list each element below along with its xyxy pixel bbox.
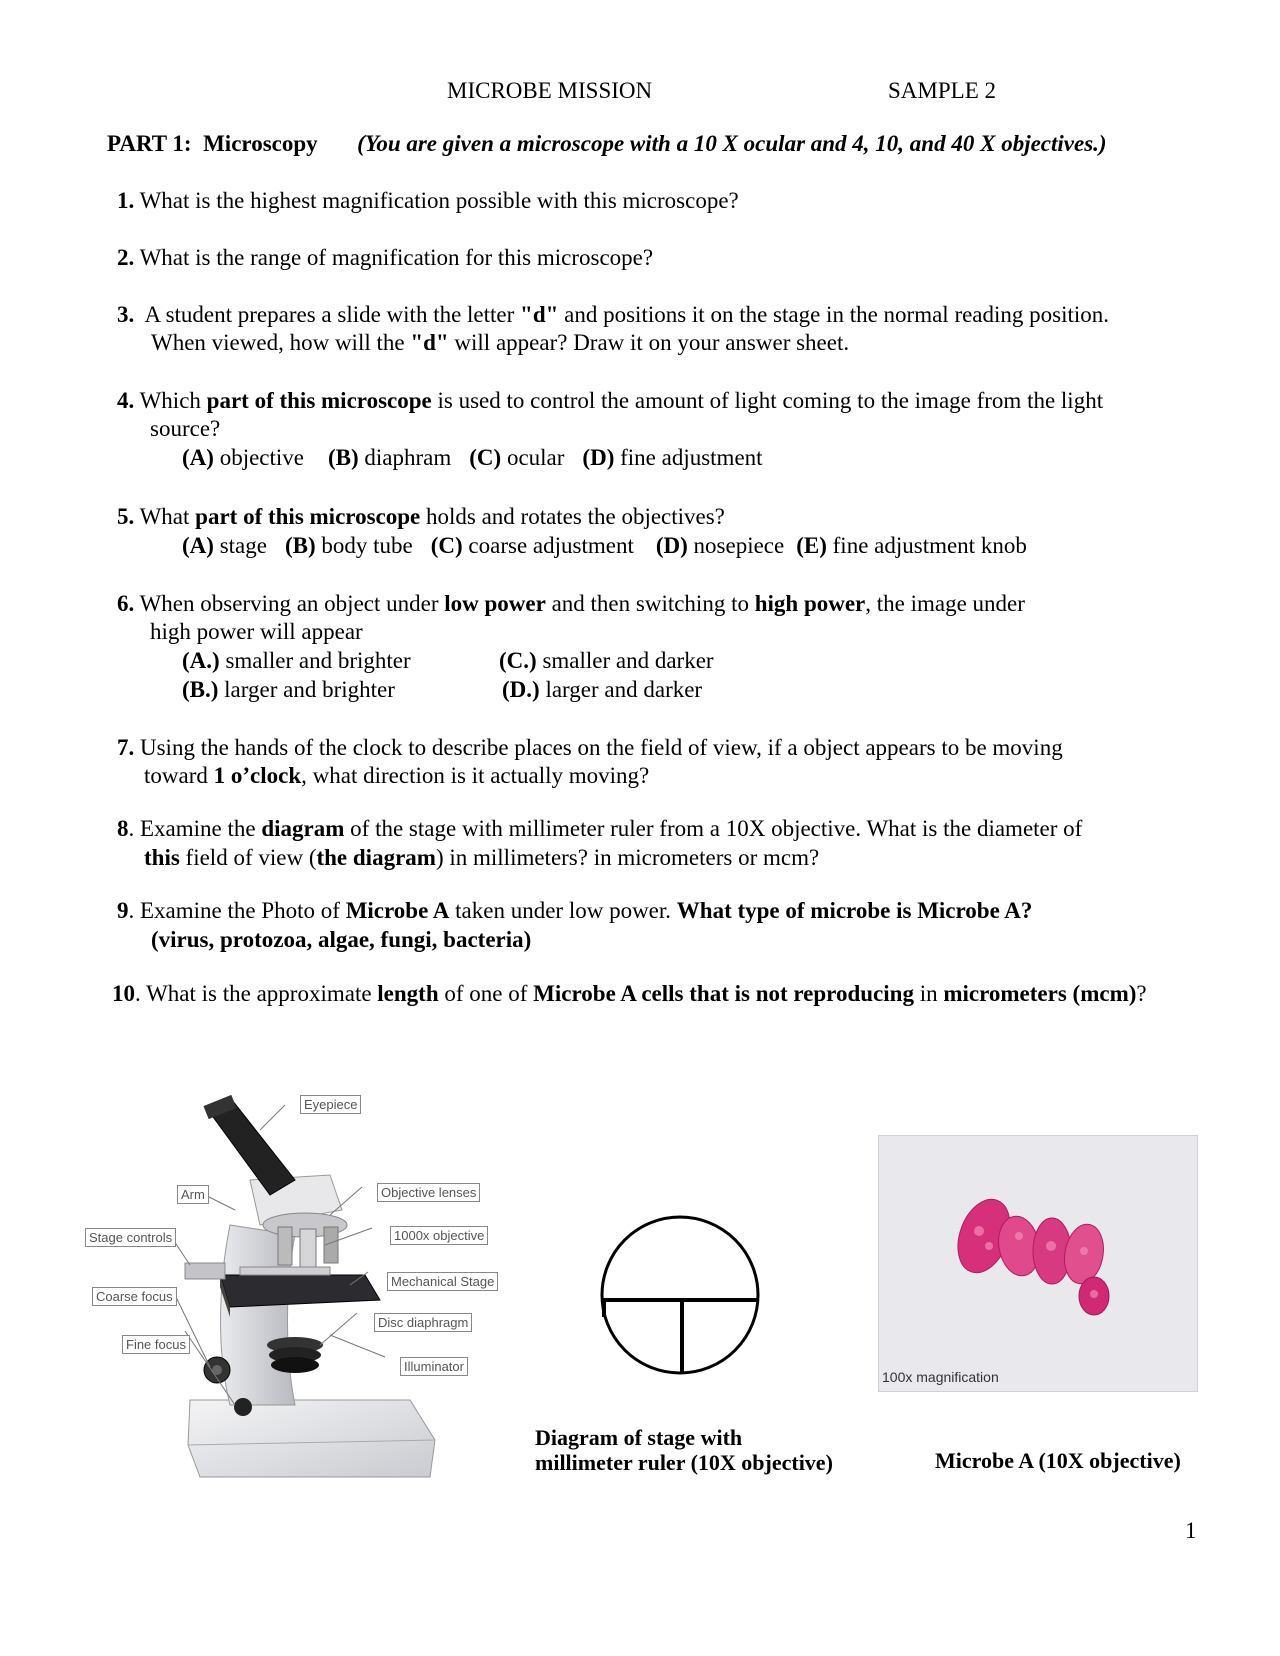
microscope-illustration xyxy=(80,1095,520,1485)
question-3-line-2 xyxy=(151,330,849,356)
question-text: When viewed, how will the xyxy=(151,330,411,355)
question-emphasis: part of this microscope xyxy=(195,504,421,529)
choice-b: (B.) larger and brighter xyxy=(182,677,395,702)
question-3 xyxy=(117,302,1109,328)
part-heading xyxy=(107,131,1107,157)
question-text: Using the hands of the clock to describe places on the field of view, if a object appears to be moving xyxy=(140,735,1063,760)
question-6 xyxy=(117,591,1025,617)
label-eyepiece: Eyepiece xyxy=(300,1095,361,1114)
label-disc-diaphragm: Disc diaphragm xyxy=(374,1313,472,1332)
question-number: 6. xyxy=(117,591,135,616)
field-of-view-diagram xyxy=(590,1205,770,1385)
question-7 xyxy=(117,735,1063,761)
choice-b: (B) body tube xyxy=(284,533,413,558)
question-emphasis: What type of microbe is Microbe A? xyxy=(676,898,1033,923)
question-9: 9. Examine the Photo of Microbe A taken under low power. What type of microbe is Microbe A? xyxy=(117,898,1033,923)
question-text: A student prepares a slide with the letter xyxy=(144,302,521,327)
question-text: holds and rotates the objectives? xyxy=(420,504,725,529)
microbe-a-photo xyxy=(878,1135,1198,1392)
question-5-choices xyxy=(182,533,1027,559)
question-5 xyxy=(117,504,725,530)
question-number: 5. xyxy=(117,504,135,529)
label-stage-controls: Stage controls xyxy=(85,1228,176,1247)
question-number: 4. xyxy=(117,388,135,413)
question-4 xyxy=(117,388,1103,414)
question-text: What xyxy=(139,504,196,529)
choice-d: (D) nosepiece xyxy=(655,533,785,558)
label-coarse-focus: Coarse focus xyxy=(92,1287,177,1306)
question-6-line-2: high power will appear xyxy=(150,619,363,644)
letter-d: "d" xyxy=(520,302,559,327)
label-illuminator: Illuminator xyxy=(400,1357,468,1376)
sample-label: SAMPLE 2 xyxy=(888,78,996,103)
label-1000x-objective: 1000x objective xyxy=(390,1226,488,1245)
label-objective-lenses: Objective lenses xyxy=(377,1183,480,1202)
question-number: 8 xyxy=(117,816,129,841)
question-emphasis: part of this microscope xyxy=(206,388,432,413)
question-text: and positions it on the stage in the normal reading position. xyxy=(558,302,1110,327)
question-text: is used to control the amount of light coming to the image from the light xyxy=(431,388,1104,413)
choice-b: (B) diaphram xyxy=(327,445,452,470)
question-emphasis: diagram xyxy=(261,816,345,841)
choice-c: (C.) smaller and darker xyxy=(499,648,714,673)
label-arm: Arm xyxy=(177,1185,209,1204)
choice-a: (A) objective xyxy=(182,445,304,470)
caption-line: millimeter ruler (10X objective) xyxy=(535,1450,833,1475)
question-number: 3. xyxy=(117,302,135,327)
letter-d: "d" xyxy=(410,330,449,355)
question-9-options: (virus, protozoa, algae, fungi, bacteria) xyxy=(151,927,532,952)
question-4-line-2: source? xyxy=(150,416,221,441)
question-text: When observing an object under xyxy=(139,591,445,616)
microbe-cells xyxy=(879,1136,1197,1391)
question-number: 1. xyxy=(117,188,135,213)
question-number: 7. xyxy=(117,735,135,760)
question-emphasis: low power xyxy=(444,591,546,616)
choice-e: (E) fine adjustment knob xyxy=(796,533,1027,558)
question-8: 8. Examine the diagram of the stage with millimeter ruler from a 10X objective. What is the diameter of xyxy=(117,816,1083,841)
choice-a: (A) stage xyxy=(182,533,267,558)
choice-c: (C) ocular xyxy=(469,445,565,470)
question-8-line-2: this field of view (the diagram) in millimeters? in micrometers or mcm? xyxy=(144,845,820,870)
choice-d: (D.) larger and darker xyxy=(502,677,703,702)
part-name: Microscopy xyxy=(203,131,318,156)
part-label: PART 1: xyxy=(107,131,192,156)
magnification-overlay: 100x magnification xyxy=(882,1369,999,1385)
diagram-caption xyxy=(535,1425,833,1475)
question-text: What is the highest magnification possible with this microscope? xyxy=(139,188,739,213)
question-text: will appear? Draw it on your answer sheet. xyxy=(448,330,850,355)
question-4-choices xyxy=(182,445,763,471)
choice-a: (A.) smaller and brighter xyxy=(182,648,411,673)
question-7-line-2: toward 1 o’clock, what direction is it actually moving? xyxy=(144,763,650,788)
choice-c: (C) coarse adjustment xyxy=(430,533,634,558)
question-10: 10. What is the approximate length of one of Microbe A cells that is not reproducing in micrometers (mcm)? xyxy=(112,981,1147,1006)
question-number: 9 xyxy=(117,898,129,923)
part-note: (You are given a microscope with a 10 X ocular and 4, 10, and 40 X objectives.) xyxy=(357,131,1107,156)
question-emphasis: 1 o’clock xyxy=(213,763,302,788)
choice-d: (D) fine adjustment xyxy=(582,445,763,470)
question-2 xyxy=(117,245,653,271)
question-1 xyxy=(117,188,739,214)
label-mechanical-stage: Mechanical Stage xyxy=(387,1272,498,1291)
question-number: 10 xyxy=(112,981,135,1006)
question-text: , the image under xyxy=(865,591,1025,616)
label-fine-focus: Fine focus xyxy=(122,1335,190,1354)
document-title: MICROBE MISSION xyxy=(447,78,653,103)
question-text: Which xyxy=(139,388,207,413)
question-text: and then switching to xyxy=(545,591,755,616)
question-number: 2. xyxy=(117,245,135,270)
page-number: 1 xyxy=(1185,1518,1197,1543)
photo-caption: Microbe A (10X objective) xyxy=(935,1448,1181,1473)
question-emphasis: high power xyxy=(754,591,866,616)
question-text: What is the range of magnification for this microscope? xyxy=(139,245,654,270)
caption-line: Diagram of stage with xyxy=(535,1425,743,1450)
